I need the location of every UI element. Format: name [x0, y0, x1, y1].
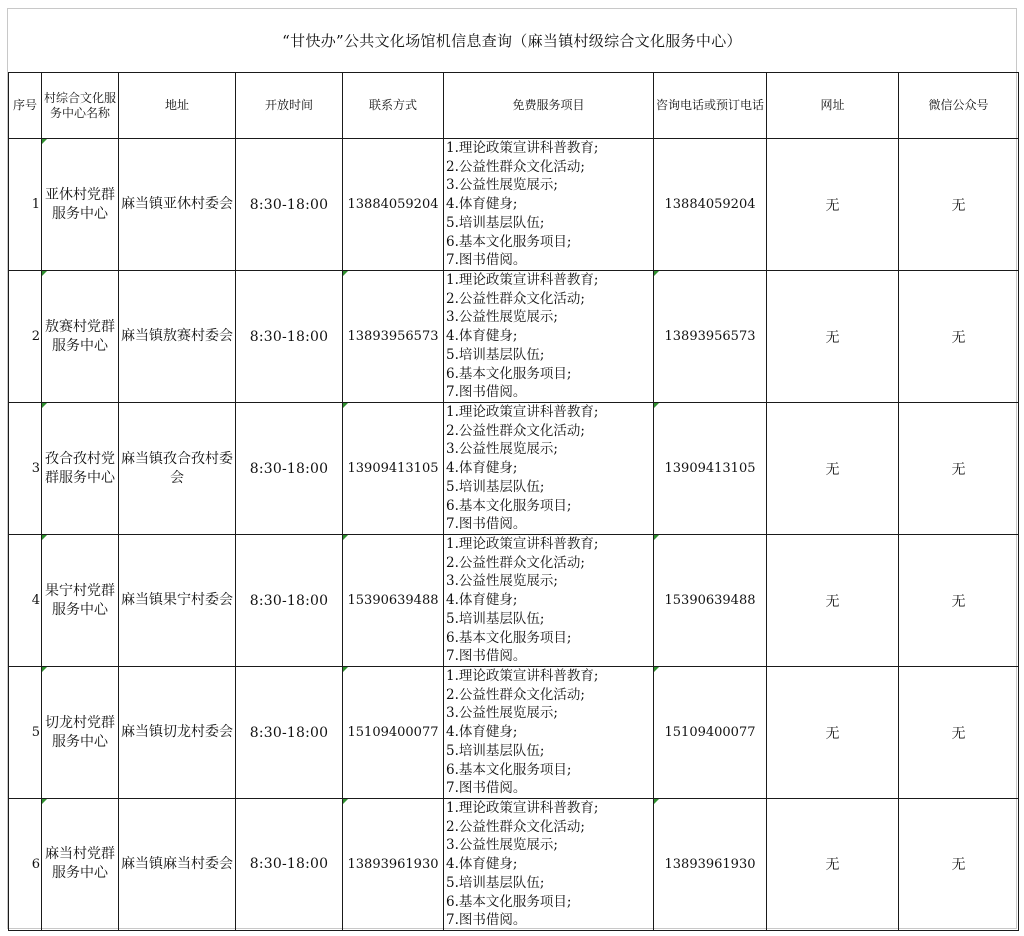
header-row	[9, 73, 1019, 139]
service-item: 1.理论政策宣讲科普教育;	[446, 800, 599, 816]
cell-address-text: 麻当镇孜合孜村委会	[121, 450, 233, 486]
cell-consult-phone-text: 15390639488	[664, 593, 756, 608]
cell-index[interactable]	[9, 535, 42, 667]
cell-website-text: 无	[825, 725, 840, 742]
header-website[interactable]: 网址	[767, 73, 899, 139]
cell-website[interactable]	[767, 799, 899, 931]
table-row	[9, 139, 1019, 271]
services-list	[446, 271, 653, 402]
table-row	[9, 403, 1019, 535]
cell-hours[interactable]	[236, 403, 343, 535]
cell-hours[interactable]	[236, 535, 343, 667]
info-table	[8, 72, 1019, 931]
cell-services[interactable]	[444, 799, 654, 931]
cell-address-text: 麻当镇麻当村委会	[121, 855, 233, 872]
cell-index[interactable]	[9, 271, 42, 403]
cell-center-name[interactable]	[42, 799, 119, 931]
cell-services[interactable]	[444, 403, 654, 535]
cell-center-name-text: 麻当村党群服务中心	[45, 846, 115, 882]
service-item: 1.理论政策宣讲科普教育;	[446, 272, 599, 289]
cell-hours[interactable]	[236, 139, 343, 271]
service-item: 2.公益性群众文化活动;	[446, 554, 585, 571]
cell-hours-text: 8:30-18:00	[249, 460, 329, 477]
service-item: 6.基本文化服务项目;	[446, 893, 572, 910]
cell-address[interactable]	[119, 271, 236, 403]
header-index[interactable]: 序号	[9, 73, 42, 139]
cell-index-text: 2	[31, 329, 40, 344]
services-list	[446, 139, 653, 270]
cell-contact-text: 13909413105	[347, 461, 439, 476]
cell-address[interactable]	[119, 667, 236, 799]
cell-index-text: 1	[31, 197, 40, 212]
cell-center-name-text: 孜合孜村党群服务中心	[45, 450, 115, 486]
service-item: 1.理论政策宣讲科普教育;	[446, 668, 599, 685]
service-item: 7.图书借阅。	[446, 252, 527, 269]
cell-wechat-text: 无	[951, 197, 966, 214]
cell-contact[interactable]	[343, 403, 444, 535]
service-item: 5.培训基层队伍;	[446, 346, 545, 363]
cell-wechat[interactable]	[899, 667, 1019, 799]
comment-indicator-icon	[343, 667, 348, 672]
cell-website[interactable]	[767, 667, 899, 799]
cell-consult-phone-text: 15109400077	[664, 725, 756, 740]
cell-center-name[interactable]	[42, 271, 119, 403]
cell-wechat-text: 无	[951, 857, 966, 874]
cell-services[interactable]	[444, 667, 654, 799]
cell-address[interactable]	[119, 799, 236, 931]
cell-center-name-text: 切龙村党群服务中心	[45, 714, 115, 750]
cell-hours-text: 8:30-18:00	[249, 724, 329, 741]
cell-website[interactable]	[767, 535, 899, 667]
sheet-title: “甘快办”公共文化场馆机信息查询（麻当镇村级综合文化服务中心）	[282, 32, 742, 50]
comment-indicator-icon	[42, 667, 47, 672]
service-item: 3.公益性展览展示;	[446, 177, 558, 194]
cell-wechat-text: 无	[951, 725, 966, 742]
cell-hours-text: 8:30-18:00	[249, 856, 329, 873]
header-address[interactable]: 地址	[119, 73, 236, 139]
cell-hours[interactable]	[236, 799, 343, 931]
cell-center-name-text: 敖赛村党群服务中心	[45, 318, 115, 354]
cell-website-text: 无	[825, 197, 840, 214]
services-list	[446, 799, 653, 930]
service-item: 3.公益性展览展示;	[446, 705, 558, 722]
service-item: 7.图书借阅。	[446, 648, 527, 665]
cell-wechat[interactable]	[899, 535, 1019, 667]
cell-consult-phone[interactable]	[654, 403, 767, 535]
cell-contact[interactable]	[343, 535, 444, 667]
comment-indicator-icon	[654, 535, 659, 540]
cell-services[interactable]	[444, 535, 654, 667]
cell-contact[interactable]	[343, 667, 444, 799]
service-item: 2.公益性群众文化活动;	[446, 686, 585, 703]
comment-indicator-icon	[654, 403, 659, 408]
comment-indicator-icon	[654, 271, 659, 276]
comment-indicator-icon	[42, 139, 47, 144]
comment-indicator-icon	[42, 403, 47, 408]
service-item: 5.培训基层队伍;	[446, 214, 545, 231]
comment-indicator-icon	[42, 535, 47, 540]
cell-website-text: 无	[825, 461, 840, 478]
cell-services[interactable]	[444, 139, 654, 271]
cell-consult-phone[interactable]	[654, 139, 767, 271]
header-hours[interactable]: 开放时间	[236, 73, 343, 139]
cell-website[interactable]	[767, 403, 899, 535]
cell-address-text: 麻当镇果宁村委会	[121, 592, 233, 608]
service-item: 3.公益性展览展示;	[446, 573, 558, 590]
cell-contact-text: 13893956573	[347, 329, 439, 344]
cell-website-text: 无	[825, 329, 840, 346]
service-item: 4.体育健身;	[446, 856, 518, 873]
cell-hours[interactable]	[236, 667, 343, 799]
table-row	[9, 667, 1019, 799]
cell-contact-text: 13884059204	[347, 197, 439, 212]
comment-indicator-icon	[42, 271, 47, 276]
service-item: 6.基本文化服务项目;	[446, 233, 572, 250]
service-item: 2.公益性群众文化活动;	[446, 158, 585, 175]
service-item: 4.体育健身;	[446, 460, 518, 477]
header-services[interactable]: 免费服务项目	[444, 73, 654, 139]
service-item: 7.图书借阅。	[446, 516, 527, 533]
service-item: 5.培训基层队伍;	[446, 610, 545, 627]
cell-consult-phone[interactable]	[654, 799, 767, 931]
comment-indicator-icon	[343, 535, 348, 540]
cell-website-text: 无	[825, 857, 840, 874]
cell-wechat[interactable]	[899, 403, 1019, 535]
cell-hours-text: 8:30-18:00	[249, 328, 329, 345]
header-center-name[interactable]: 村综合文化服务中心名称	[42, 73, 119, 139]
service-item: 7.图书借阅。	[446, 912, 527, 929]
cell-contact[interactable]	[343, 799, 444, 931]
comment-indicator-icon	[654, 667, 659, 672]
cell-wechat[interactable]	[899, 271, 1019, 403]
cell-hours-text: 8:30-18:00	[249, 592, 329, 609]
service-item: 4.体育健身;	[446, 196, 518, 213]
cell-address-text: 麻当镇敖赛村委会	[121, 328, 233, 344]
table-row	[9, 271, 1019, 403]
service-item: 2.公益性群众文化活动;	[446, 818, 585, 835]
cell-contact-text: 13893961930	[347, 856, 439, 872]
cell-contact[interactable]	[343, 139, 444, 271]
table-row	[9, 535, 1019, 667]
cell-contact-text: 15109400077	[347, 725, 439, 740]
cell-consult-phone[interactable]	[654, 271, 767, 403]
cell-index[interactable]	[9, 139, 42, 271]
cell-index-text: 3	[31, 461, 40, 476]
cell-address-text: 麻当镇切龙村委会	[121, 724, 233, 740]
cell-wechat[interactable]	[899, 139, 1019, 271]
cell-consult-phone-text: 13893961930	[664, 856, 756, 872]
service-item: 6.基本文化服务项目;	[446, 761, 572, 778]
cell-wechat-text: 无	[951, 329, 966, 346]
services-list	[446, 667, 653, 798]
cell-consult-phone-text: 13893956573	[664, 329, 756, 344]
cell-index[interactable]	[9, 799, 42, 931]
cell-contact-text: 15390639488	[347, 593, 439, 608]
services-list	[446, 403, 653, 534]
cell-center-name[interactable]	[42, 139, 119, 271]
cell-center-name[interactable]	[42, 667, 119, 799]
comment-indicator-icon	[343, 271, 348, 276]
cell-index-text: 4	[31, 593, 40, 608]
header-wechat[interactable]: 微信公众号	[899, 73, 1019, 139]
service-item: 6.基本文化服务项目;	[446, 629, 572, 646]
service-item: 6.基本文化服务项目;	[446, 497, 572, 514]
service-item: 5.培训基层队伍;	[446, 874, 545, 891]
cell-center-name[interactable]	[42, 403, 119, 535]
service-item: 7.图书借阅。	[446, 780, 527, 797]
service-item: 4.体育健身;	[446, 592, 518, 609]
comment-indicator-icon	[42, 799, 47, 804]
cell-center-name-text: 果宁村党群服务中心	[45, 582, 115, 618]
cell-consult-phone-text: 13909413105	[664, 461, 756, 476]
comment-indicator-icon	[343, 799, 348, 804]
cell-center-name[interactable]	[42, 535, 119, 667]
service-item: 3.公益性展览展示;	[446, 309, 558, 326]
cell-contact[interactable]	[343, 271, 444, 403]
service-item: 1.理论政策宣讲科普教育;	[446, 536, 599, 553]
cell-index-text: 6	[31, 856, 40, 872]
cell-wechat[interactable]	[899, 799, 1019, 931]
cell-services[interactable]	[444, 271, 654, 403]
cell-consult-phone[interactable]	[654, 535, 767, 667]
service-item: 6.基本文化服务项目;	[446, 365, 572, 382]
header-contact[interactable]: 联系方式	[343, 73, 444, 139]
service-item: 3.公益性展览展示;	[446, 837, 558, 854]
service-item: 5.培训基层队伍;	[446, 478, 545, 495]
table-row	[9, 799, 1019, 931]
cell-website-text: 无	[825, 593, 840, 610]
cell-index[interactable]	[9, 403, 42, 535]
comment-indicator-icon	[343, 403, 348, 408]
cell-address-text: 麻当镇亚休村委会	[121, 196, 233, 212]
cell-hours-text: 8:30-18:00	[249, 196, 329, 213]
cell-consult-phone-text: 13884059204	[664, 197, 756, 212]
service-item: 7.图书借阅。	[446, 384, 527, 401]
service-item: 3.公益性展览展示;	[446, 441, 558, 458]
service-item: 2.公益性群众文化活动;	[446, 422, 585, 439]
cell-address[interactable]	[119, 535, 236, 667]
header-consult-phone[interactable]: 咨询电话或预订电话	[654, 73, 767, 139]
cell-index-text: 5	[31, 725, 40, 740]
cell-wechat-text: 无	[951, 593, 966, 610]
service-item: 1.理论政策宣讲科普教育;	[446, 140, 599, 157]
service-item: 4.体育健身;	[446, 328, 518, 345]
cell-address[interactable]	[119, 139, 236, 271]
cell-center-name-text: 亚休村党群服务中心	[45, 186, 115, 222]
comment-indicator-icon	[654, 799, 659, 804]
service-item: 4.体育健身;	[446, 724, 518, 741]
service-item: 2.公益性群众文化活动;	[446, 290, 585, 307]
cell-address[interactable]	[119, 403, 236, 535]
cell-wechat-text: 无	[951, 461, 966, 478]
services-list	[446, 535, 653, 666]
cell-consult-phone[interactable]	[654, 667, 767, 799]
cell-website[interactable]	[767, 139, 899, 271]
spreadsheet-sheet	[7, 8, 1017, 929]
cell-index[interactable]	[9, 667, 42, 799]
service-item: 1.理论政策宣讲科普教育;	[446, 404, 599, 421]
cell-hours[interactable]	[236, 271, 343, 403]
cell-website[interactable]	[767, 271, 899, 403]
service-item: 5.培训基层队伍;	[446, 742, 545, 759]
